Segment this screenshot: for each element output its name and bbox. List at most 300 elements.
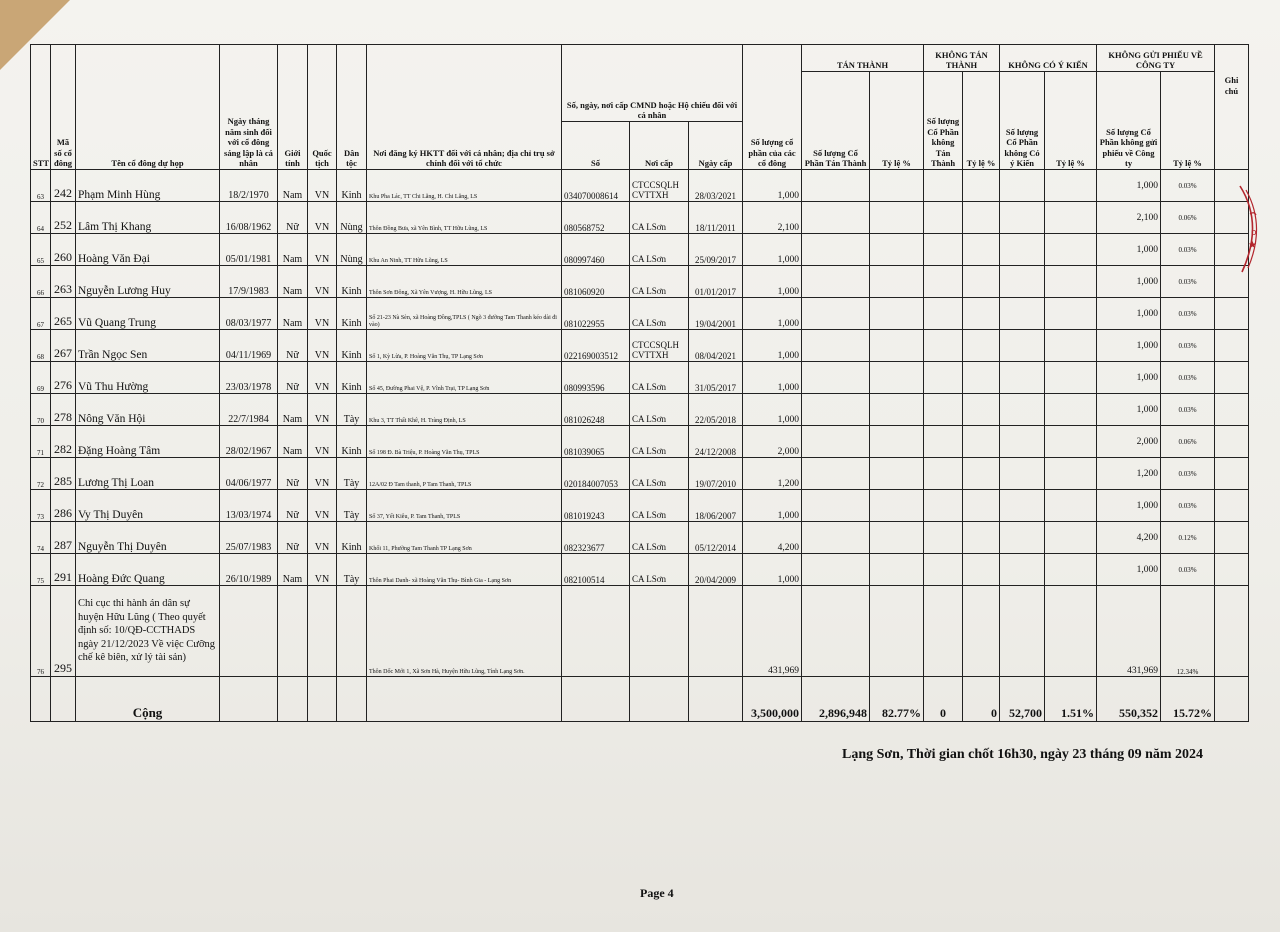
row-dan-toc: Kinh [337,170,367,202]
header-ten: Tên cổ đông dự họp [76,45,220,170]
row-dia-chi: Thôn Dốc Mới 1, Xã Sơn Hà, Huyện Hữu Lũng, Tỉnh Lạng Sơn. [367,586,562,677]
table-row-special [31,586,1249,677]
row-kg-so-luong: 1,000 [1097,298,1161,330]
row-kg-so-luong: 1,200 [1097,458,1161,490]
row-so-cmnd: 081039065 [562,426,630,458]
row-noi-cap: CTCCSQLH CVTTXH [630,330,689,362]
row-empty-cell [220,586,278,677]
row-gioi-tinh: Nữ [278,458,308,490]
row-ngay-sinh: 22/7/1984 [220,394,278,426]
row-ma-so: 295 [51,586,76,677]
row-empty-cell [802,266,870,298]
row-dia-chi: Số 45, Đường Phai Vệ, P. Vĩnh Trại, TP Lạng Sơn [367,362,562,394]
row-so-cmnd: 082323677 [562,522,630,554]
row-kg-ty-le: 0.03% [1161,458,1215,490]
row-empty-cell [802,298,870,330]
row-kg-ty-le: 0.03% [1161,266,1215,298]
row-empty-cell [870,170,924,202]
row-ten: Hoàng Đức Quang [76,554,220,586]
row-kg-ty-le: 0.06% [1161,202,1215,234]
row-empty-cell [870,298,924,330]
total-tt-ty-le: 82.77% [870,677,924,722]
row-empty-cell [1045,170,1097,202]
row-ten: Vũ Thu Hường [76,362,220,394]
row-kg-so-luong: 1,000 [1097,170,1161,202]
row-dia-chi: Khu 3, TT Thất Khê, H. Tràng Định, LS [367,394,562,426]
header-sl-khong-y-kien: Số lượng Cổ Phần không Có ý Kiến [1000,72,1045,170]
row-empty-cell [1045,298,1097,330]
row-so-luong: 1,200 [743,458,802,490]
row-kg-ty-le: 0.03% [1161,330,1215,362]
row-ma-so: 291 [51,554,76,586]
row-dia-chi: Số 1, Kỳ Lừa, P. Hoàng Văn Thụ, TP Lạng Sơn [367,330,562,362]
row-empty-cell [924,458,963,490]
total-row [31,677,1249,722]
row-empty-cell [1000,426,1045,458]
row-so-cmnd: 081060920 [562,266,630,298]
row-stt: 75 [31,554,51,586]
row-empty-cell [924,362,963,394]
total-ktt-ty-le: 0 [963,677,1000,722]
row-dia-chi: Khu An Ninh, TT Hữu Lũng, LS [367,234,562,266]
row-empty-cell [870,426,924,458]
row-empty-cell [802,458,870,490]
row-kg-so-luong: 1,000 [1097,554,1161,586]
row-empty-cell [870,234,924,266]
row-noi-cap: CA LSơn [630,266,689,298]
row-kg-so-luong: 1,000 [1097,266,1161,298]
row-so-luong: 2,100 [743,202,802,234]
row-empty-cell [337,586,367,677]
row-dia-chi: Khu Pha Lác, TT Chi Lăng, H. Chi Lăng, LS [367,170,562,202]
table-row [31,394,1249,426]
row-so-cmnd: 020184007053 [562,458,630,490]
row-empty-cell [1000,586,1045,677]
row-kg-so-luong: 1,000 [1097,362,1161,394]
row-so-luong: 1,000 [743,554,802,586]
row-ten: Lương Thị Loan [76,458,220,490]
total-empty [630,677,689,722]
table-row [31,554,1249,586]
table-row [31,234,1249,266]
row-dia-chi: 12A/02 Đ Tam thanh, P Tam Thanh, TPLS [367,458,562,490]
row-empty-cell [802,202,870,234]
row-kg-ty-le: 0.03% [1161,554,1215,586]
row-empty-cell [1000,522,1045,554]
total-kyk-ty-le: 1.51% [1045,677,1097,722]
row-quoc-tich: VN [308,522,337,554]
row-empty-cell [924,330,963,362]
closing-time-line: Lạng Sơn, Thời gian chốt 16h30, ngày 23 tháng 09 năm 2024 [842,747,1204,762]
row-dan-toc: Nùng [337,202,367,234]
row-ma-so: 276 [51,362,76,394]
row-ma-so: 263 [51,266,76,298]
row-empty-cell [802,234,870,266]
row-so-luong: 1,000 [743,394,802,426]
row-ghi-chu [1215,586,1249,677]
row-quoc-tich: VN [308,426,337,458]
row-empty-cell [870,554,924,586]
total-kyk-so-luong: 52,700 [1000,677,1045,722]
row-so-cmnd: 081019243 [562,490,630,522]
total-kg-ty-le: 15.72% [1161,677,1215,722]
header-khong-y-kien: KHÔNG CÓ Ý KIẾN [1000,45,1097,72]
row-ghi-chu [1215,362,1249,394]
total-label: Cộng [76,677,220,722]
page-number: Page 4 [640,886,674,900]
row-kg-so-luong: 1,000 [1097,394,1161,426]
row-empty-cell [924,394,963,426]
handwritten-annotation [1236,184,1270,274]
row-gioi-tinh: Nữ [278,362,308,394]
row-empty-cell [870,362,924,394]
table-row [31,202,1249,234]
row-empty-cell [870,586,924,677]
row-empty-cell [1000,266,1045,298]
row-empty-cell [963,266,1000,298]
table-row [31,330,1249,362]
row-dan-toc: Kinh [337,330,367,362]
row-empty-cell [562,586,630,677]
row-ngay-cap: 05/12/2014 [689,522,743,554]
row-empty-cell [1045,554,1097,586]
row-ma-so: 286 [51,490,76,522]
row-empty-cell [1000,394,1045,426]
row-ngay-cap: 08/04/2021 [689,330,743,362]
row-so-luong: 1,000 [743,234,802,266]
row-stt: 69 [31,362,51,394]
row-ngay-sinh: 16/08/1962 [220,202,278,234]
row-kg-ty-le: 12.34% [1161,586,1215,677]
row-empty-cell [963,330,1000,362]
row-empty-cell [924,266,963,298]
row-empty-cell [1045,266,1097,298]
row-ten: Đặng Hoàng Tâm [76,426,220,458]
row-empty-cell [802,394,870,426]
total-empty [689,677,743,722]
row-gioi-tinh: Nam [278,426,308,458]
row-dan-toc: Kinh [337,298,367,330]
row-quoc-tich: VN [308,234,337,266]
row-ghi-chu [1215,490,1249,522]
row-quoc-tich: VN [308,362,337,394]
row-kg-ty-le: 0.03% [1161,234,1215,266]
row-ngay-sinh: 18/2/1970 [220,170,278,202]
header-noi-dang-ky: Nơi đăng ký HKTT đối với cá nhân; địa chỉ trụ sở chính đối với tổ chức [367,45,562,170]
row-empty-cell [689,586,743,677]
row-empty-cell [963,234,1000,266]
table-row [31,426,1249,458]
row-kg-ty-le: 0.03% [1161,394,1215,426]
row-ngay-sinh: 05/01/1981 [220,234,278,266]
row-ngay-cap: 22/05/2018 [689,394,743,426]
row-empty-cell [963,426,1000,458]
total-kg-so-luong: 550,352 [1097,677,1161,722]
table-row [31,490,1249,522]
row-empty-cell [802,330,870,362]
row-kg-so-luong: 1,000 [1097,234,1161,266]
row-empty-cell [963,170,1000,202]
row-stt: 67 [31,298,51,330]
row-quoc-tich: VN [308,330,337,362]
header-tan-thanh: TÁN THÀNH [802,45,924,72]
row-gioi-tinh: Nam [278,394,308,426]
total-tt-so-luong: 2,896,948 [802,677,870,722]
row-empty-cell [1000,202,1045,234]
row-kg-ty-le: 0.03% [1161,490,1215,522]
total-empty [1215,677,1249,722]
row-gioi-tinh: Nam [278,554,308,586]
row-empty-cell [963,458,1000,490]
row-empty-cell [1045,234,1097,266]
header-so: Số [562,122,630,170]
row-ma-so: 267 [51,330,76,362]
header-ma-so: Mã số cổ đông [51,45,76,170]
row-kg-so-luong: 2,100 [1097,202,1161,234]
row-dia-chi: Số 21-23 Nà Sèn, xã Hoàng Đồng,TPLS ( Ngõ 3 đường Tam Thanh kéo dài đi vào) [367,298,562,330]
row-kg-so-luong: 2,000 [1097,426,1161,458]
row-ngay-sinh: 04/11/1969 [220,330,278,362]
row-kg-so-luong: 1,000 [1097,490,1161,522]
row-dan-toc: Tày [337,554,367,586]
shareholder-vote-table [30,44,1249,722]
header-stt: STT [31,45,51,170]
row-so-cmnd: 080997460 [562,234,630,266]
total-empty [51,677,76,722]
header-kyk-ty-le: Tỷ lệ % [1045,72,1097,170]
row-ngay-cap: 31/05/2017 [689,362,743,394]
row-empty-cell [1000,554,1045,586]
row-empty-cell [870,202,924,234]
svg-text:o: o [1251,228,1257,238]
row-empty-cell [870,522,924,554]
row-ghi-chu [1215,426,1249,458]
row-empty-cell [924,522,963,554]
row-ten: Vy Thị Duyên [76,490,220,522]
row-empty-cell [630,586,689,677]
row-ngay-sinh: 17/9/1983 [220,266,278,298]
row-kg-ty-le: 0.06% [1161,426,1215,458]
row-kg-so-luong: 1,000 [1097,330,1161,362]
row-ghi-chu [1215,458,1249,490]
row-ngay-sinh: 13/03/1974 [220,490,278,522]
row-ma-so: 282 [51,426,76,458]
row-quoc-tich: VN [308,490,337,522]
row-empty-cell [802,362,870,394]
row-empty-cell [1000,458,1045,490]
row-empty-cell [1000,330,1045,362]
row-stt: 64 [31,202,51,234]
row-so-cmnd: 034070008614 [562,170,630,202]
row-empty-cell [1045,330,1097,362]
row-dan-toc: Tày [337,394,367,426]
row-dan-toc: Tày [337,458,367,490]
row-dia-chi: Thôn Đồng Bưa, xã Yên Bình, TT Hữu Lũng, LS [367,202,562,234]
row-ten: Vũ Quang Trung [76,298,220,330]
row-stt: 65 [31,234,51,266]
row-dan-toc: Kinh [337,362,367,394]
row-ghi-chu [1215,554,1249,586]
row-gioi-tinh: Nam [278,170,308,202]
total-empty [31,677,51,722]
total-empty [562,677,630,722]
row-ma-so: 242 [51,170,76,202]
row-so-cmnd: 080993596 [562,362,630,394]
row-so-cmnd: 082100514 [562,554,630,586]
row-stt: 72 [31,458,51,490]
row-ma-so: 252 [51,202,76,234]
row-ten: Nông Văn Hội [76,394,220,426]
row-ma-so: 265 [51,298,76,330]
header-ghi-chu: Ghi chú [1215,45,1249,170]
row-dan-toc: Nùng [337,234,367,266]
row-ngay-sinh: 23/03/1978 [220,362,278,394]
row-empty-cell [802,554,870,586]
total-empty [337,677,367,722]
header-quoc-tich: Quốc tịch [308,45,337,170]
row-empty-cell [924,202,963,234]
row-kg-so-luong: 431,969 [1097,586,1161,677]
row-so-luong: 1,000 [743,330,802,362]
row-so-cmnd: 081026248 [562,394,630,426]
total-empty [220,677,278,722]
row-quoc-tich: VN [308,202,337,234]
row-stt: 74 [31,522,51,554]
header-noi-cap: Nơi cấp [630,122,689,170]
row-quoc-tich: VN [308,170,337,202]
row-ngay-sinh: 28/02/1967 [220,426,278,458]
row-empty-cell [870,490,924,522]
row-empty-cell [1045,426,1097,458]
row-noi-cap: CA LSơn [630,298,689,330]
row-quoc-tich: VN [308,394,337,426]
row-ngay-sinh: 26/10/1989 [220,554,278,586]
table-row [31,298,1249,330]
row-empty-cell [802,586,870,677]
row-ngay-cap: 28/03/2021 [689,170,743,202]
row-kg-ty-le: 0.03% [1161,170,1215,202]
header-sl-khong-gui: Số lượng Cổ Phần không gửi phiếu về Công ty [1097,72,1161,170]
row-empty-cell [278,586,308,677]
table-row [31,170,1249,202]
row-ten: Trần Ngọc Sen [76,330,220,362]
row-empty-cell [802,522,870,554]
row-noi-cap: CA LSơn [630,362,689,394]
row-empty-cell [1045,522,1097,554]
table-body [31,170,1249,722]
row-ngay-cap: 24/12/2008 [689,426,743,458]
row-gioi-tinh: Nam [278,266,308,298]
header-kg-ty-le: Tỷ lệ % [1161,72,1215,170]
row-ngay-sinh: 04/06/1977 [220,458,278,490]
row-noi-cap: CA LSơn [630,554,689,586]
row-so-luong: 4,200 [743,522,802,554]
row-ngay-cap: 19/07/2010 [689,458,743,490]
row-empty-cell [924,586,963,677]
row-ghi-chu [1215,394,1249,426]
header-sl-tan-thanh: Số lượng Cổ Phần Tán Thành [802,72,870,170]
header-tt-ty-le: Tỷ lệ % [870,72,924,170]
row-ngay-cap: 19/04/2001 [689,298,743,330]
row-ngay-sinh: 08/03/1977 [220,298,278,330]
row-empty-cell [870,266,924,298]
row-empty-cell [1045,202,1097,234]
row-empty-cell [924,490,963,522]
row-empty-cell [924,170,963,202]
row-gioi-tinh: Nam [278,298,308,330]
row-empty-cell [1045,394,1097,426]
row-ma-so: 285 [51,458,76,490]
row-kg-so-luong: 4,200 [1097,522,1161,554]
row-ghi-chu [1215,298,1249,330]
row-quoc-tich: VN [308,266,337,298]
table-row [31,266,1249,298]
header-ngay-cap: Ngày cấp [689,122,743,170]
row-empty-cell [1000,298,1045,330]
table-row [31,522,1249,554]
row-ngay-cap: 25/09/2017 [689,234,743,266]
row-noi-cap: CTCCSQLH CVTTXH [630,170,689,202]
row-noi-cap: CA LSơn [630,426,689,458]
row-stt: 73 [31,490,51,522]
row-ma-so: 260 [51,234,76,266]
row-noi-cap: CA LSơn [630,522,689,554]
row-empty-cell [963,202,1000,234]
row-gioi-tinh: Nữ [278,330,308,362]
row-ghi-chu [1215,522,1249,554]
row-empty-cell [963,586,1000,677]
row-gioi-tinh: Nữ [278,522,308,554]
row-ngay-cap: 01/01/2017 [689,266,743,298]
row-gioi-tinh: Nữ [278,202,308,234]
row-empty-cell [924,298,963,330]
total-empty [278,677,308,722]
header-khong-gui: KHÔNG GỬI PHIẾU VỀ CÔNG TY [1097,45,1215,72]
header-dan-toc: Dân tộc [337,45,367,170]
row-kg-ty-le: 0.12% [1161,522,1215,554]
header-cmnd-group: Số, ngày, nơi cấp CMND hoặc Hộ chiếu đối với cá nhân [562,45,743,122]
row-quoc-tich: VN [308,554,337,586]
row-empty-cell [1045,586,1097,677]
row-quoc-tich: VN [308,298,337,330]
row-dia-chi: Số 37, Yết Kiêu, P. Tam Thanh, TPLS [367,490,562,522]
header-sl-khong-tan-thanh: Số lượng Cổ Phần không Tán Thành [924,72,963,170]
row-empty-cell [1045,362,1097,394]
row-dia-chi: Số 198 Đ. Bà Triệu, P. Hoàng Văn Thụ, TPLS [367,426,562,458]
row-empty-cell [802,170,870,202]
row-dan-toc: Kinh [337,426,367,458]
row-empty-cell [963,522,1000,554]
table-row [31,362,1249,394]
row-empty-cell [963,298,1000,330]
header-ktt-ty-le: Tỷ lệ % [963,72,1000,170]
row-ten: Phạm Minh Hùng [76,170,220,202]
total-so-luong: 3,500,000 [743,677,802,722]
total-empty [367,677,562,722]
row-empty-cell [870,330,924,362]
header-so-luong: Số lượng cổ phần của các cổ đông [743,45,802,170]
row-ten: Nguyễn Lương Huy [76,266,220,298]
row-stt: 66 [31,266,51,298]
row-empty-cell [870,394,924,426]
row-empty-cell [963,490,1000,522]
row-ngay-cap: 18/06/2007 [689,490,743,522]
row-empty-cell [802,490,870,522]
row-so-cmnd: 022169003512 [562,330,630,362]
row-empty-cell [1045,458,1097,490]
header-gioi-tinh: Giới tính [278,45,308,170]
row-so-cmnd: 081022955 [562,298,630,330]
